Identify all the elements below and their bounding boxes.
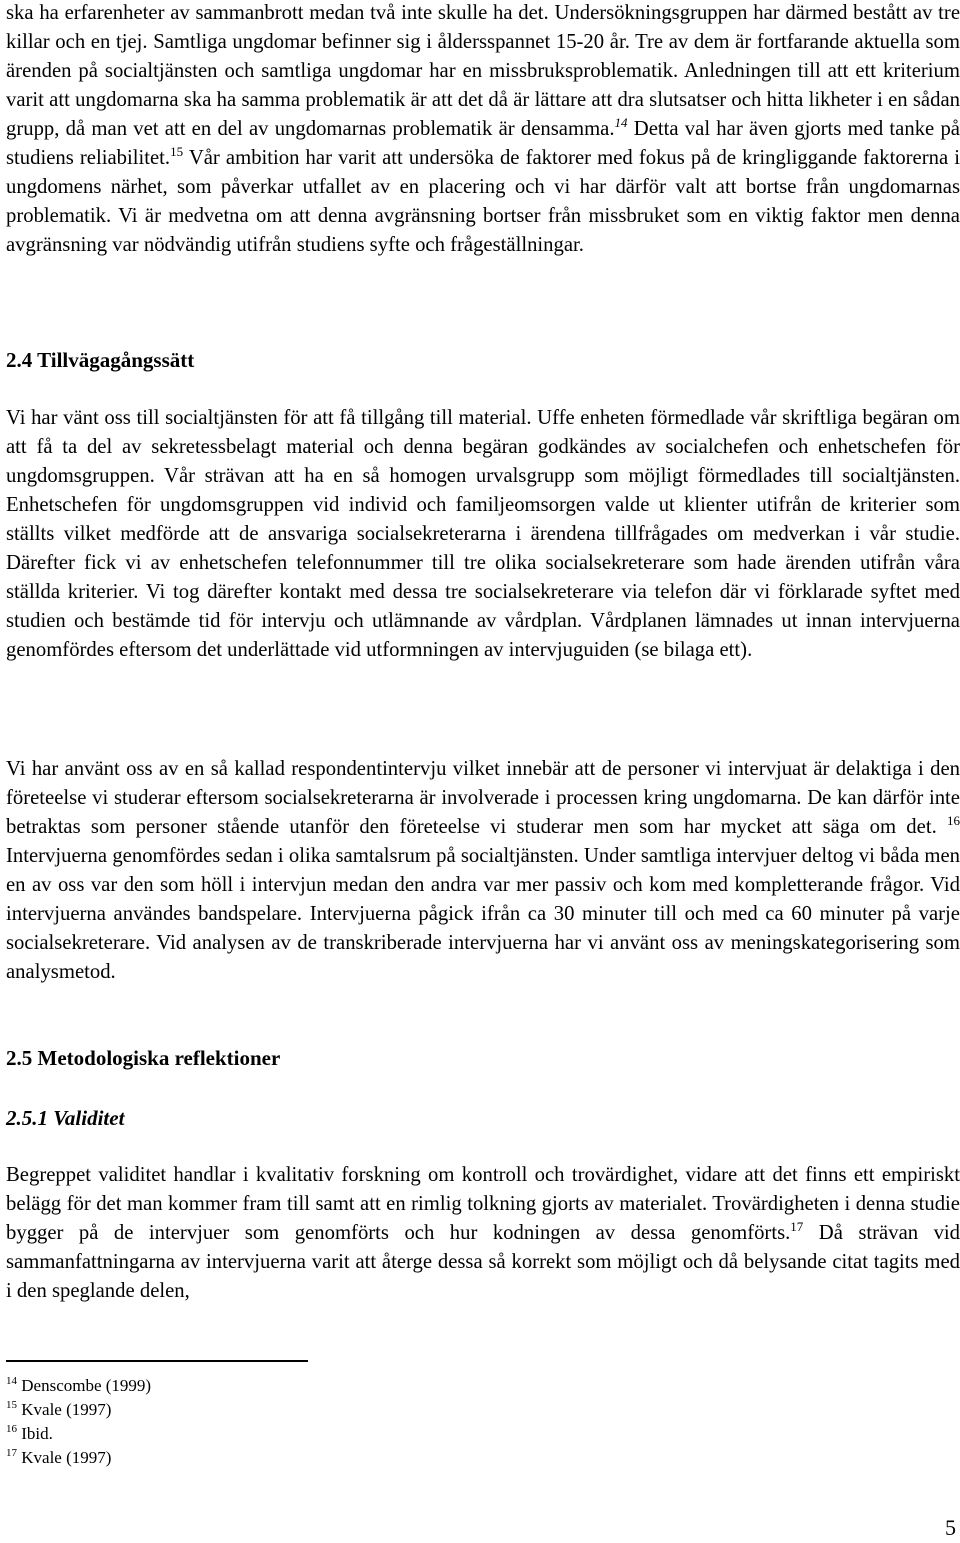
body-paragraph-2: Vi har vänt oss till socialtjänsten för att få tillgång till material. Uffe enheten förmedlade vår skriftliga begäran om att få ta del av sekretessbelagt material och denna begäran godkändes av socialchefen och enhetschefen för ungdomsgruppen. Vår strävan att ha en så homogen urvalsgrupp som möjligt förmedlades till socialtjänsten. Enhetschefen för ungdomsgruppen vid individ och familjeomsorgen valde ut klienter utifrån de kriterier som ställts vilket medförde att de ansvariga socialsekreterarna i ärendena tillfrågades om medverkan i vår studie. Därefter fick vi av enhetschefen telefonnummer till tre olika socialsekreterare som hade ärenden utifrån våra ställda kriterier. Vi tog därefter kontakt med dessa tre socialsekreterare via telefon där vi förklarade syftet med studien och bestämde tid för intervju och utlämnande av vårdplan. Vårdplanen lämnades ut innan intervjuerna genomfördes eftersom det underlättade vid utformningen av intervjuguiden (se bilaga ett).: [6, 407, 960, 661]
footnote-text: Ibid.: [17, 1424, 53, 1443]
footnote-separator: [6, 1360, 308, 1362]
subsection-heading-2-5-1: 2.5.1 Validitet: [6, 1106, 125, 1130]
para4-text-a: Begreppet validitet handlar i kvalitativ forskning om kontroll och trovärdighet, vidare att det finns ett empiriskt belägg för det man kommer fram till samt att en rimlig tolkning gjorts av materialet. Trovärdigheten i denna studie bygger på de intervjuer som genomförts och hur kodningen av dessa genomförts.: [6, 1164, 960, 1244]
footnote-ref-17[interactable]: 17: [790, 1219, 804, 1234]
footnote-ref-16[interactable]: 16: [947, 813, 960, 828]
para3-text-b: Intervjuerna genomfördes sedan i olika samtalsrum på socialtjänsten. Under samtliga intervjuer deltog vi båda men en av oss var den som höll i intervjun medan den andra var mer passiv och kom med kompletterande frågor. Vid intervjuerna användes bandspelare. Intervjuerna pågick ifrån ca 30 minuter till och med ca 60 minuter på varje socialsekreterare. Vid analysen av de transkriberade intervjuerna har vi använt oss av meningskategorisering som analysmetod.: [6, 845, 960, 983]
footnote-ref-14[interactable]: 14: [614, 115, 628, 130]
footnote-number: 14: [6, 1375, 17, 1387]
para3-text-a: Vi har använt oss av en så kallad respondentintervju vilket innebär att de personer vi intervjuat är delaktiga i den företeelse vi studerar eftersom socialsekreterarna är involverade i processen kring ungdomarna. De kan därför inte betraktas som personer stående utanför den företeelse vi studerar men som har mycket att säga om det.: [6, 758, 960, 838]
body-paragraph-3: [6, 755, 960, 987]
footnote-number: 17: [6, 1447, 17, 1459]
para1-text-a: ska ha erfarenheter av sammanbrott medan två inte skulle ha det. Undersökningsgruppen har därmed bestått av tre killar och en tjej. Samtliga ungdomar befinner sig i åldersspannet 15-20 år. Tre av dem är fortfarande aktuella som ärenden på socialtjänsten och samtliga ungdomar har en missbruksproblematik. Anledningen till att ett kriterium varit att ungdomarna ska ha samma problematik är att det då är lättare att dra slutsatser och hitta likheter i en sådan grupp, då man vet att en del av ungdomarnas problematik är densamma.: [6, 2, 960, 140]
body-paragraph-1: [6, 0, 960, 260]
footnote-text: Kvale (1997): [17, 1400, 112, 1419]
body-paragraph-4: [6, 1161, 960, 1306]
footnote-15: [6, 1400, 111, 1420]
page-number: 5: [945, 1515, 956, 1540]
footnote-ref-15[interactable]: 15: [170, 144, 184, 159]
footnote-text: Kvale (1997): [17, 1448, 112, 1467]
para4-text-b: Då strävan vid sammanfattningarna av intervjuerna varit att återge dessa så korrekt som möjligt och då belysande citat tagits med i den speglande delen,: [6, 1222, 960, 1302]
footnote-17: [6, 1448, 111, 1468]
footnote-number: 16: [6, 1423, 17, 1435]
footnote-text: Denscombe (1999): [17, 1376, 152, 1395]
footnote-16: [6, 1424, 53, 1444]
section-heading-2-5: 2.5 Metodologiska reflektioner: [6, 1046, 281, 1070]
footnote-14: [6, 1376, 151, 1396]
para1-text-c: Vår ambition har varit att undersöka de faktorer med fokus på de kringliggande faktorerna i ungdomens närhet, som påverkar utfallet av en placering och vi har därför valt att bortse från ungdomarnas problematik. Vi är medvetna om att denna avgränsning bortser från missbruket som en viktig faktor men denna avgränsning var nödvändig utifrån studiens syfte och frågeställningar.: [6, 147, 960, 256]
para1-text-b: Detta val har även gjorts med tanke på studiens reliabilitet.: [6, 118, 960, 169]
footnote-number: 15: [6, 1399, 17, 1411]
section-heading-2-4: 2.4 Tillvägagångssätt: [6, 348, 195, 372]
